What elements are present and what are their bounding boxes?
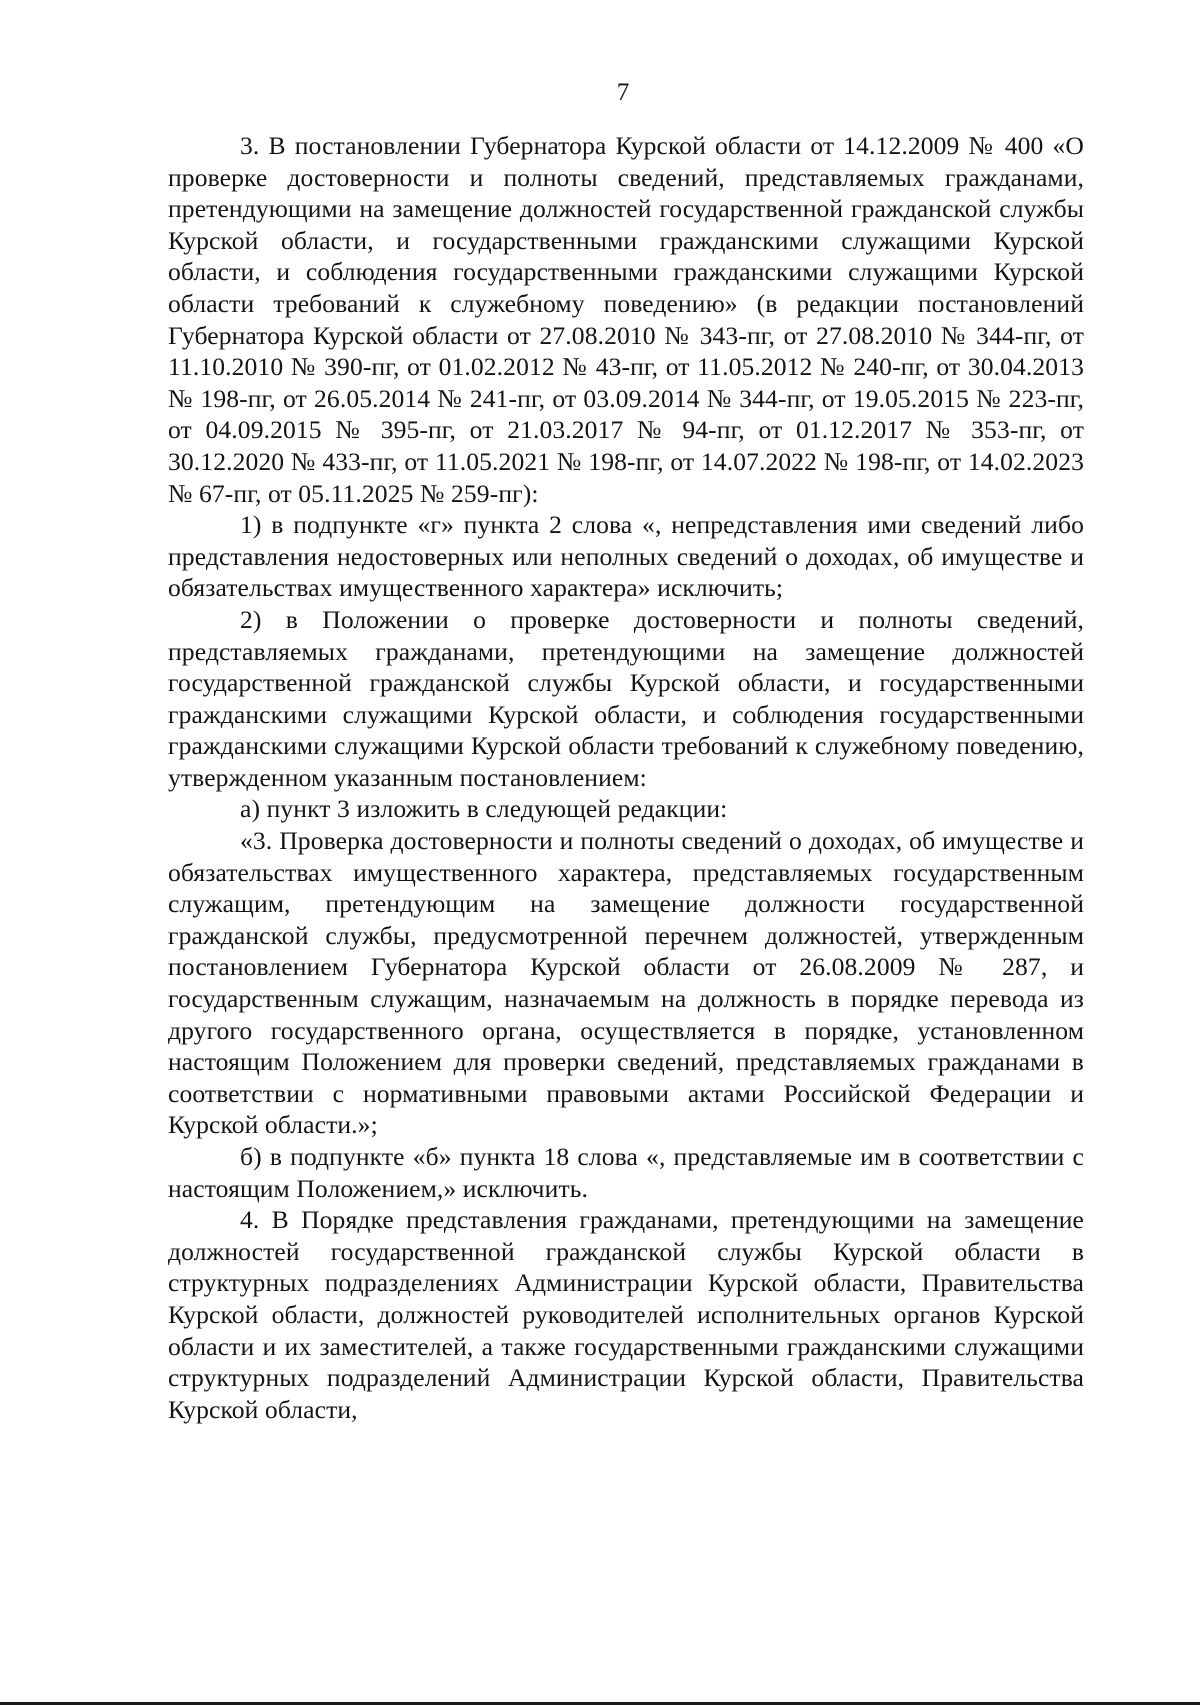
paragraph-subitem-a: а) пункт 3 изложить в следующей редакции: — [240, 794, 728, 824]
paragraph-quoted-item-3: «3. Проверка достоверности и полноты сведений о доходах, об имуществе и обязательствах имущественного характера, представляемых государственным служащим, претендующим на замещение должности государственной гражданской службы, предусмотренной перечнем должностей, утвержденным постановлением Губернатора Курской области от 26.08.2009 № 287, и государственным служащим, назначаемым на должность в порядке перевода из другого государственного органа, осуществляется в порядке, установленном настоящим Положением для проверки сведений, представляемых гражданами в соответствии с нормативными правовыми актами Российской Федерации и Курской области.»; — [168, 826, 1084, 1140]
page-number: 7 — [616, 79, 630, 106]
paragraph-subitem-2: 2) в Положении о проверке достоверности и полноты сведений, представляемых гражданами, претендующими на замещение должностей государственной гражданской службы Курской области, и государственными гражданскими служащими Курской области, и соблюдения государственными гражданскими служащими Курской области требований к служебному поведению, утвержденном указанным постановлением: — [168, 604, 1084, 792]
paragraph-subitem-1: 1) в подпункте «г» пункта 2 слова «, непредставления ими сведений либо представления недостоверных или неполных сведений о доходах, об имуществе и обязательствах имущественного характера» исключить; — [168, 510, 1084, 603]
paragraph-item-3: 3. В постановлении Губернатора Курской области от 14.12.2009 № 400 «О проверке достоверности и полноты сведений, представляемых гражданами, претендующими на замещение должностей государственной гражданской службы Курской области, и государственными гражданскими служащими Курской области, и соблюдения государственными гражданскими служащими Курской области требований к служебному поведению» (в редакции постановлений Губернатора Курской области от 27.08.2010 № 343-пг, от 27.08.2010 № 344-пг, от 11.10.2010 № 390-пг, от 01.02.2012 № 43-пг, от 11.05.2012 № 240-пг, от 30.04.2013 № 198-пг, от 26.05.2014 № 241-пг, от 03.09.2014 № 344-пг, от 19.05.2015 № 223-пг, от 04.09.2015 № 395-пг, от 21.03.2017 № 94-пг, от 01.12.2017 № 353-пг, от 30.12.2020 № 433-пг, от 11.05.2021 № 198-пг, от 14.07.2022 № 198-пг, от 14.02.2023 № 67-пг, от 05.11.2025 № 259-пг): — [168, 131, 1084, 508]
paragraph-subitem-b: б) в подпункте «б» пункта 18 слова «, представляемые им в соответствии с настоящим Положением,» исключить. — [168, 1142, 1084, 1203]
document-body — [168, 130, 1084, 1425]
paragraph-item-4: 4. В Порядке представления гражданами, претендующими на замещение должностей государственной гражданской службы Курской области в структурных подразделениях Администрации Курской области, Правительства Курской области, должностей руководителей исполнительных органов Курской области и их заместителей, а также государственными гражданскими служащими структурных подразделений Администрации Курской области, Правительства Курской области, — [168, 1205, 1084, 1424]
